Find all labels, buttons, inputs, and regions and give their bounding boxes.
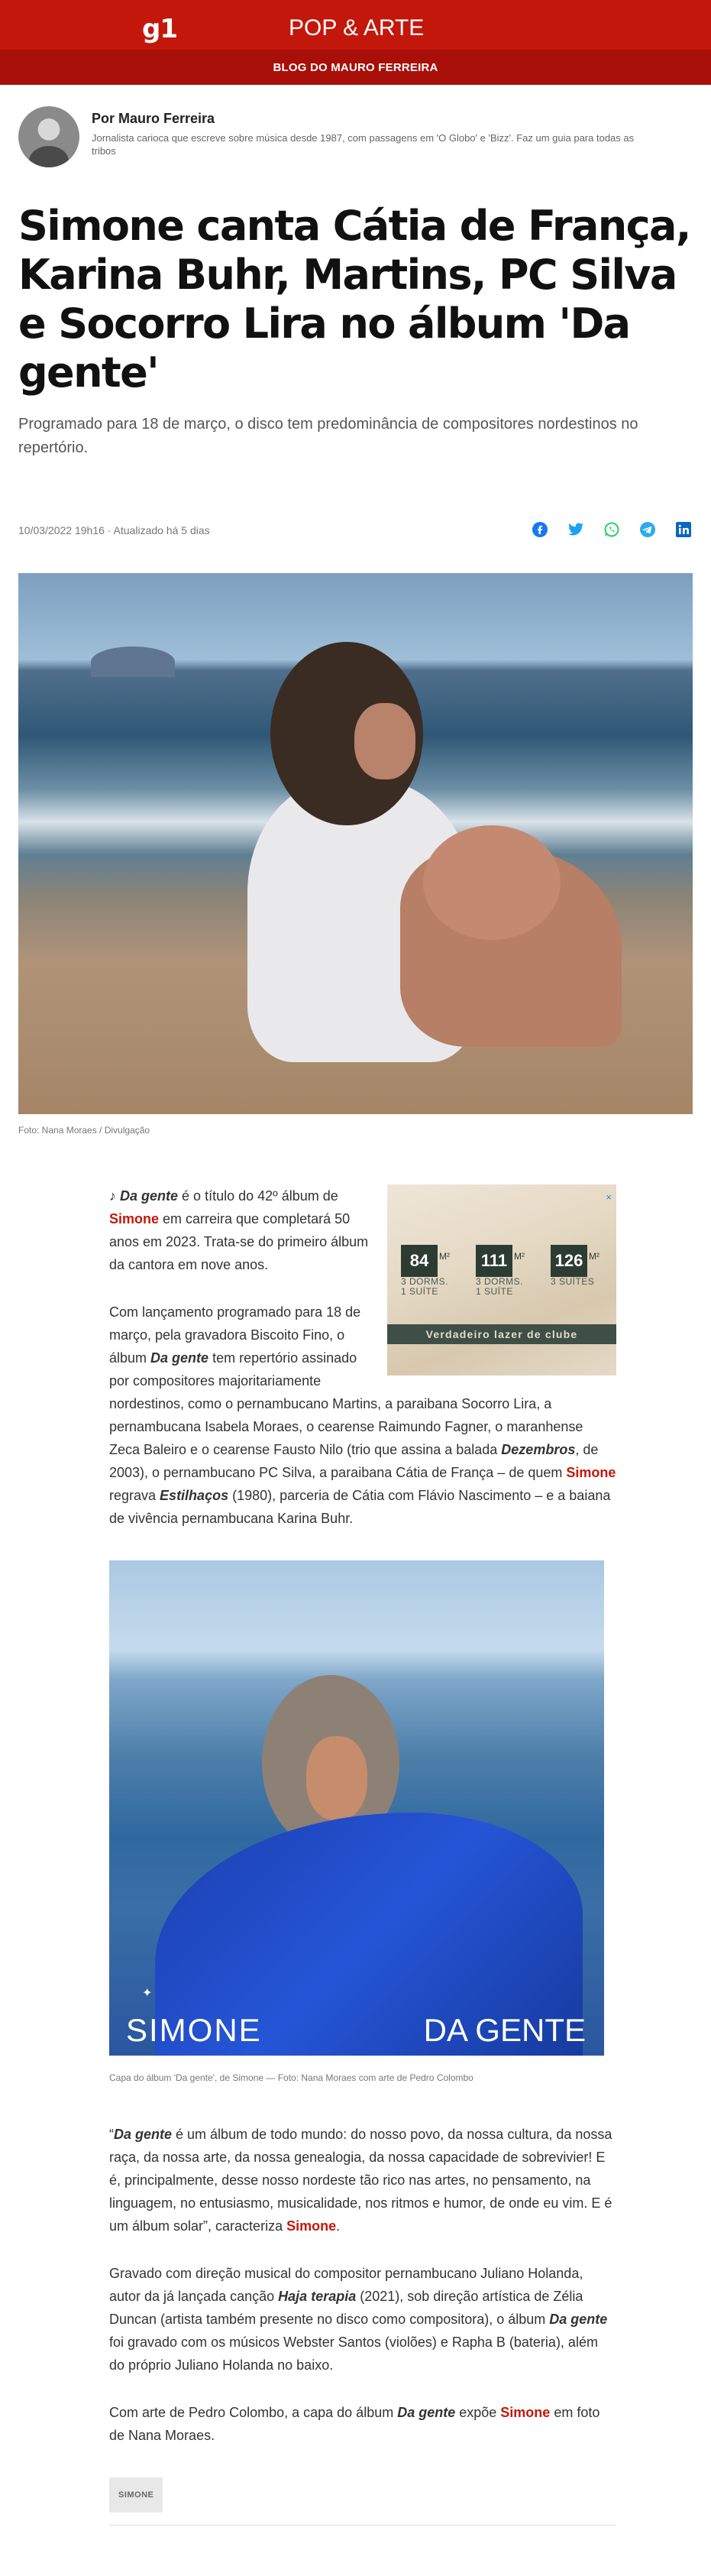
text: é o título do 42º álbum de [178,1188,338,1204]
text: expõe [455,2405,501,2420]
g1-logo[interactable]: g1 [142,14,177,44]
telegram-icon[interactable] [638,520,657,540]
ad-stat-unit: M² [514,1251,525,1262]
ad-stat [476,1245,534,1297]
album-title-em: Da gente [114,2127,173,2142]
text: Com arte de Pedro Colombo, a capa do álbum [109,2405,398,2420]
text: tem repertório assinado por compositores majoritariamente nordestinos, como o pernambucano Martins, a paraibana Socorro Lira, a pernambucana Isabela Moraes, o cearense Raimundo Fagner, o maranhense Zeca Baleiro e o cearense Fausto Nilo (trio que assina a balada [109,1350,583,1457]
album-title-em: Da gente [397,2405,456,2420]
text: (1980), parceria de Cátia com Flávio Nascimento – e a baiana de vivência pernambucana Karina Buhr. [109,1488,611,1526]
text: Gravado com direção musical do compositor pernambucano Juliano Holanda, autor da já lançada canção [109,2266,583,2304]
meta-row [0,460,711,543]
album-cover-title: DA GENTE [423,2012,586,2048]
hero-photo[interactable] [18,573,693,1114]
paragraph-5 [109,2401,616,2447]
text: , de 2003), o pernambucano PC Silva, a paraibana Cátia de França – de quem [109,1442,599,1480]
text: em foto de Nana Moraes. [109,2405,600,2443]
album-title-em: Da gente [549,2312,608,2327]
ad-stat-unit: M² [439,1251,450,1262]
ad-stat-line: 3 DORMS. [401,1276,449,1287]
album-caption: Capa do álbum 'Da gente', de Simone — Foto: Nana Moraes com arte de Pedro Colombo [109,2072,473,2083]
blog-name-link[interactable]: BLOG DO MAURO FERREIRA [273,60,438,74]
text: “ [109,2127,114,2142]
song-title-em: Haja terapia [278,2289,357,2304]
author-info [92,106,657,157]
article-body [109,1184,616,2541]
ad-stat-number: 126 [551,1245,587,1277]
text: (2021), sob direção artística de Zélia Duncan (artista também presente no disco como compositora), o álbum [109,2289,583,2327]
article-title: Simone canta Cátia de França, Karina Buhr, Martins, PC Silva e Socorro Lira no álbum 'Da gente' [18,202,690,397]
ad-stat-number: 111 [476,1245,512,1277]
album-figure-face [306,1736,367,1820]
photo-caption: Foto: Nana Moraes / Divulgação [18,1125,150,1136]
ad-stat-line: 1 SUÍTE [401,1286,438,1297]
album-title-em: Da gente [120,1188,179,1204]
twitter-icon[interactable] [566,520,585,540]
ad-stat-line: 3 DORMS. [476,1276,524,1287]
ad-stat [401,1245,459,1297]
linkedin-icon[interactable] [674,520,693,540]
section-title[interactable]: POP & ARTE [289,15,425,41]
photo-figure-face [354,703,415,779]
tag-simone[interactable]: SIMONE [109,2477,163,2513]
whatsapp-icon[interactable] [602,520,621,540]
text: ♪ [109,1188,121,1204]
paragraph-3 [109,2123,616,2237]
tag-list [109,2477,616,2513]
text: é um álbum de todo mundo: do nosso povo, da nossa cultura, da nossa raça, da nossa arte, da nossa genealogia, da nossa capacidade de sobrevivier! E é, principalmente, desse nosso nordeste tão rico nas artes, no pensamento, na linguagem, no entusiasmo, musicalidade, nos ritmos e humor, de onde eu vim. E é um álbum solar”, caracteriza [109,2127,612,2234]
text: regrava [109,1488,160,1503]
blog-bar [0,50,711,85]
ad-stat-line: 3 SUÍTES [551,1276,595,1287]
album-cover-image[interactable] [109,1560,604,2056]
photo-figure-knees [423,825,561,940]
text: . [336,2218,341,2234]
ad-stats [401,1245,609,1297]
text: em carreira que completará 50 anos em 2023. Trata-se do primeiro álbum da cantora em nove anos. [109,1211,369,1272]
song-title-em: Estilhaços [160,1488,229,1503]
ad-stat-line: 1 SUÍTE [476,1286,513,1297]
ad-stat-unit: M² [589,1251,600,1262]
song-title-em: Dezembros [501,1442,576,1457]
facebook-icon[interactable] [530,520,549,540]
ad-banner[interactable] [387,1184,616,1375]
simone-link[interactable]: Simone [286,2218,337,2234]
paragraph-4 [109,2262,616,2377]
album-title-em: Da gente [150,1350,209,1366]
simone-link[interactable]: Simone [109,1211,160,1226]
ad-stat [551,1245,609,1297]
article-date: 10/03/2022 19h16 · Atualizado há 5 dias [18,524,210,536]
site-header [0,0,711,85]
text: foi gravado com os músicos Webster Santos (violões) e Rapha B (bateria), além do próprio Juliano Holanda no baixo. [109,2335,598,2373]
album-cover-artist: SIMONE [126,2012,262,2048]
author-name[interactable]: Por Mauro Ferreira [92,111,215,126]
text: Com lançamento programado para 18 de março, pela gravadora Biscoito Fino, o álbum [109,1304,361,1366]
author-bio: Jornalista carioca que escreve sobre música desde 1987, com passagens em 'O Globo' e 'Bizz'. Faz um guia para todas as tribos [92,132,635,157]
share-bar [530,502,693,540]
ad-footer: Verdadeiro lazer de clube [387,1324,616,1344]
article-subtitle: Programado para 18 de março, o disco tem predominância de compositores nordestinos no repertório. [18,416,638,456]
simone-link[interactable]: Simone [566,1465,616,1480]
star-icon: ✦ [142,1987,153,2000]
photo-island [91,646,175,677]
ad-stat-number: 84 [401,1245,438,1277]
author-avatar[interactable] [18,106,79,167]
simone-link[interactable]: Simone [500,2405,551,2420]
author-block [0,85,711,180]
ad-close-icon[interactable]: × [606,1191,612,1203]
top-bar [0,0,711,50]
